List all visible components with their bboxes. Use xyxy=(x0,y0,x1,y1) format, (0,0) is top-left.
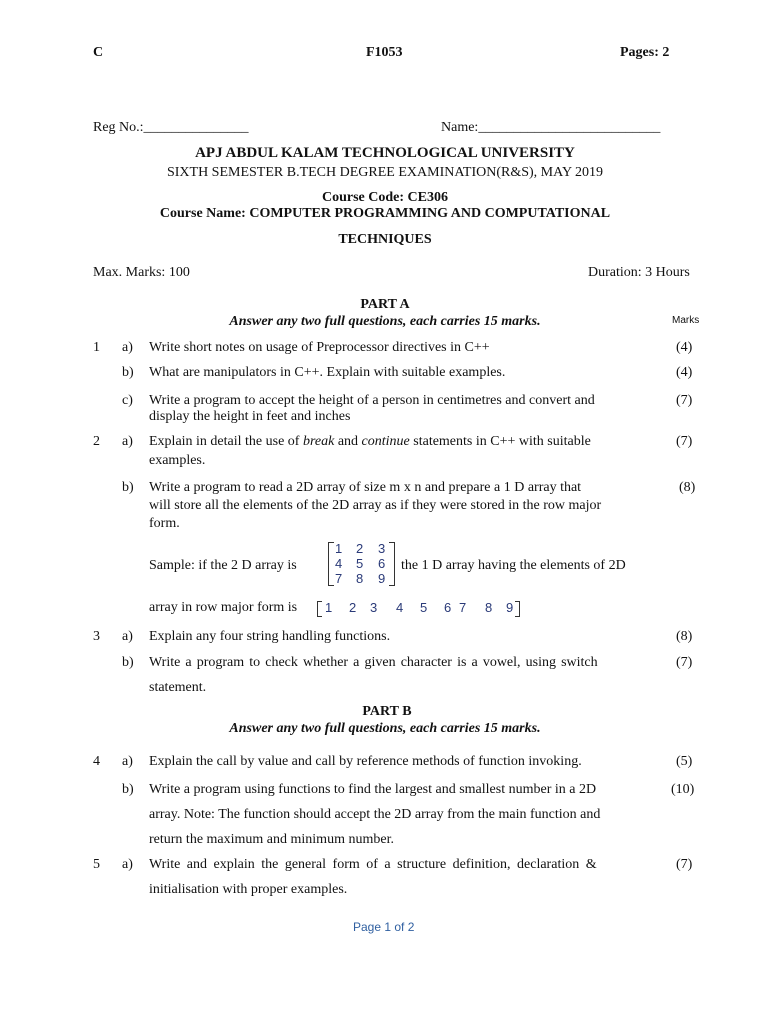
question-number: 3 xyxy=(93,629,100,644)
array-element: 9 xyxy=(506,600,514,615)
question-number: 1 xyxy=(93,340,100,355)
sub-question-label: a) xyxy=(122,754,133,769)
question-number: 4 xyxy=(93,754,100,769)
marks-column-header: Marks xyxy=(672,315,700,326)
question-text: will store all the elements of the 2D array as if they were stored in the row major xyxy=(149,498,602,513)
sample-matrix xyxy=(327,542,397,586)
question-text: Explain the call by value and call by reference methods of function invoking. xyxy=(149,754,582,769)
question-number: 5 xyxy=(93,857,100,872)
question-text: statement. xyxy=(149,680,207,695)
question-marks: (8) xyxy=(676,629,693,644)
matrix-cell: 2 xyxy=(356,542,364,556)
paper-code: F1053 xyxy=(366,45,403,60)
row-major-text: array in row major form is xyxy=(149,600,298,615)
array-element: 5 xyxy=(420,600,428,615)
sub-question-label: b) xyxy=(122,782,134,797)
course-name-line-2: TECHNIQUES xyxy=(338,232,432,247)
question-text: Write short notes on usage of Preprocessor directives in C++ xyxy=(149,340,490,355)
matrix-cell: 6 xyxy=(378,556,386,571)
question-text: Explain any four string handling functions. xyxy=(149,629,391,644)
array-right-bracket xyxy=(515,601,520,617)
question-text: return the maximum and minimum number. xyxy=(149,832,394,847)
sub-question-label: b) xyxy=(122,365,134,380)
array-left-bracket xyxy=(317,601,322,617)
question-marks: (5) xyxy=(676,754,693,769)
sub-question-label: a) xyxy=(122,434,133,449)
course-name-line-1: Course Name: COMPUTER PROGRAMMING AND COMPUTATIONAL xyxy=(159,206,611,221)
array-element: 1 xyxy=(325,600,333,615)
sub-question-label: a) xyxy=(122,857,133,872)
reg-no-line: Reg No.:_______________ xyxy=(93,120,249,135)
question-marks: (4) xyxy=(676,340,693,355)
array-element: 6 xyxy=(444,600,452,615)
array-element: 7 xyxy=(459,600,467,615)
page-count: Pages: 2 xyxy=(620,45,670,60)
exam-title: SIXTH SEMESTER B.TECH DEGREE EXAMINATION(R&S), MAY 2019 xyxy=(166,165,604,180)
array-element: 4 xyxy=(396,600,404,615)
matrix-cell: 4 xyxy=(335,556,343,571)
part-b-title: PART B xyxy=(362,704,412,719)
university-name: APJ ABDUL KALAM TECHNOLOGICAL UNIVERSITY xyxy=(195,145,575,161)
question-text: Write a program to accept the height of a person in centimetres and convert and xyxy=(149,393,595,408)
question-marks: (7) xyxy=(676,434,693,449)
page-footer: Page 1 of 2 xyxy=(353,920,415,934)
question-text: examples. xyxy=(149,453,206,468)
matrix-cell: 1 xyxy=(335,542,343,556)
array-element: 3 xyxy=(370,600,378,615)
question-text: display the height in feet and inches xyxy=(149,409,351,424)
matrix-right-bracket xyxy=(389,542,395,586)
matrix-cell: 7 xyxy=(335,571,343,586)
matrix-cell: 9 xyxy=(378,571,386,586)
question-marks: (7) xyxy=(676,857,693,872)
question-text: initialisation with proper examples. xyxy=(149,882,348,897)
question-text: array. Note: The function should accept the 2D array from the main function and xyxy=(149,807,601,822)
duration: Duration: 3 Hours xyxy=(588,265,690,280)
question-text: Write a program to read a 2D array of size m x n and prepare a 1 D array that xyxy=(149,480,582,495)
sub-question-label: b) xyxy=(122,655,134,670)
part-a-title: PART A xyxy=(360,297,410,312)
sub-question-label: a) xyxy=(122,629,133,644)
question-marks: (8) xyxy=(679,480,696,495)
question-marks: (4) xyxy=(676,365,693,380)
question-text: What are manipulators in C++. Explain with suitable examples. xyxy=(149,365,506,380)
sub-question-label: a) xyxy=(122,340,133,355)
sample-text: the 1 D array having the elements of 2D xyxy=(401,558,626,573)
matrix-cell: 8 xyxy=(356,571,364,586)
matrix-left-bracket xyxy=(328,542,334,586)
keyword-break: break xyxy=(302,434,335,449)
question-text: Write and explain the general form of a structure definition, declaration & xyxy=(149,857,597,872)
question-text: form. xyxy=(149,516,180,531)
keyword-continue: continue xyxy=(361,434,410,449)
question-marks: (10) xyxy=(671,782,695,797)
matrix-cell: 3 xyxy=(378,542,386,556)
part-b-instruction: Answer any two full questions, each carries 15 marks. xyxy=(229,721,541,736)
matrix-cell: 5 xyxy=(356,556,364,571)
row-major-array xyxy=(316,600,526,618)
course-code: Course Code: CE306 xyxy=(322,190,448,205)
question-number: 2 xyxy=(93,434,100,449)
array-element: 2 xyxy=(349,600,357,615)
question-marks: (7) xyxy=(676,655,693,670)
sub-question-label: b) xyxy=(122,480,134,495)
sub-question-label: c) xyxy=(122,393,133,408)
question-text: Explain in detail the use of break and continue statements in C++ with suitable xyxy=(149,434,591,449)
part-a-instruction: Answer any two full questions, each carries 15 marks. xyxy=(229,314,541,329)
question-text: Write a program to check whether a given character is a vowel, using switch xyxy=(149,655,598,670)
header-left: C xyxy=(93,45,104,60)
name-line: Name:__________________________ xyxy=(441,120,661,135)
array-element: 8 xyxy=(485,600,493,615)
question-marks: (7) xyxy=(676,393,693,408)
sample-text: Sample: if the 2 D array is xyxy=(149,558,297,573)
max-marks: Max. Marks: 100 xyxy=(93,265,190,280)
question-text: Write a program using functions to find the largest and smallest number in a 2D xyxy=(149,782,597,797)
